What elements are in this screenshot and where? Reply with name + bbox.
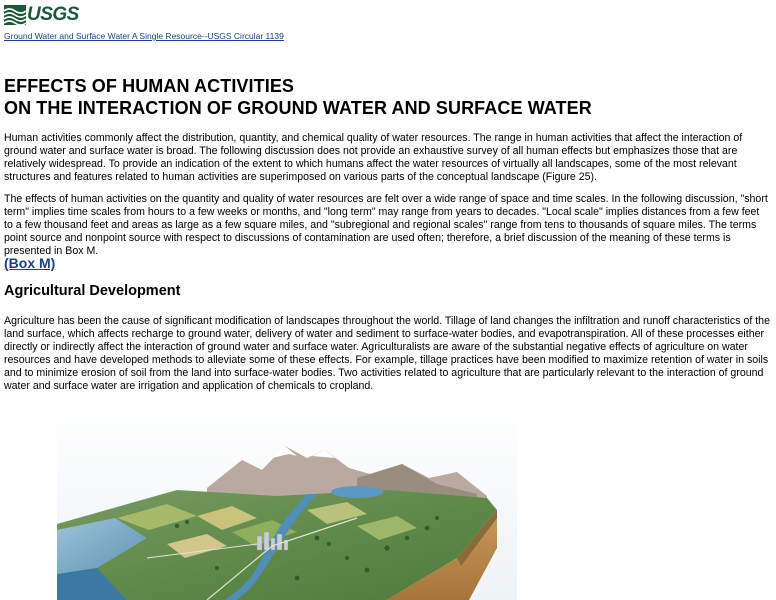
page-title: [4, 75, 592, 119]
section-heading: Agricultural Development: [4, 283, 181, 299]
landscape-illustration-icon: [57, 398, 517, 600]
usgs-wave-icon: [4, 5, 26, 25]
logo-text: USGS: [27, 4, 79, 25]
breadcrumb-link[interactable]: Ground Water and Surface Water A Single Resource--USGS Circular 1139: [4, 31, 284, 41]
title-line-2: ON THE INTERACTION OF GROUND WATER AND SURFACE WATER: [4, 98, 592, 118]
usgs-logo[interactable]: [4, 5, 79, 25]
box-m-link[interactable]: (Box M): [4, 255, 56, 271]
intro-paragraph: Human activities commonly affect the distribution, quantity, and chemical quality of water resources. The range in human activities that affect the interaction of ground water and surface water is broad. The following discussion does not provide an exhaustive survey of all human effects but emphasizes those that are relatively widespread. To provide an indication of the extent to which humans affect the water resources of virtually all landscapes, some of the most relevant structures and features related to human activities are superimposed on various parts of the conceptual landscape (Figure 25).: [4, 132, 743, 183]
conceptual-landscape-figure: [57, 398, 517, 600]
scales-paragraph: The effects of human activities on the quantity and quality of water resources are felt over a wide range of space and time scales. In the following discussion, "short term" implies time scales from hours to a few weeks or months, and "long term" may range from years to decades. "Local scale" implies distances from a few feet to a few thousand feet and areas as large as a few square miles, and "subregional and regional scales" range from tens to thousands of square miles. The terms point source and nonpoint source with respect to discussions of contamination are used often; therefore, a brief discussion of the meaning of these terms is presented in Box M.: [4, 193, 768, 257]
agriculture-paragraph: Agriculture has been the cause of significant modification of landscapes throughout the world. Tillage of land changes the infiltration and runoff characteristics of the land surface, which affects recharge to ground water, delivery of water and sediment to surface-water bodies, and evapotranspiration. All of these processes either directly or indirectly affect the interaction of ground water and surface water. Agriculturalists are aware of the substantial negative effects of agriculture on water resources and have developed methods to alleviate some of these effects. For example, tillage practices have been modified to maximize retention of water in soils and to minimize erosion of soil from the land into surface-water bodies. Two activities related to agriculture that are particularly relevant to the interaction of ground water and surface water are irrigation and application of chemicals to cropland.: [4, 315, 770, 392]
title-line-1: EFFECTS OF HUMAN ACTIVITIES: [4, 76, 295, 96]
